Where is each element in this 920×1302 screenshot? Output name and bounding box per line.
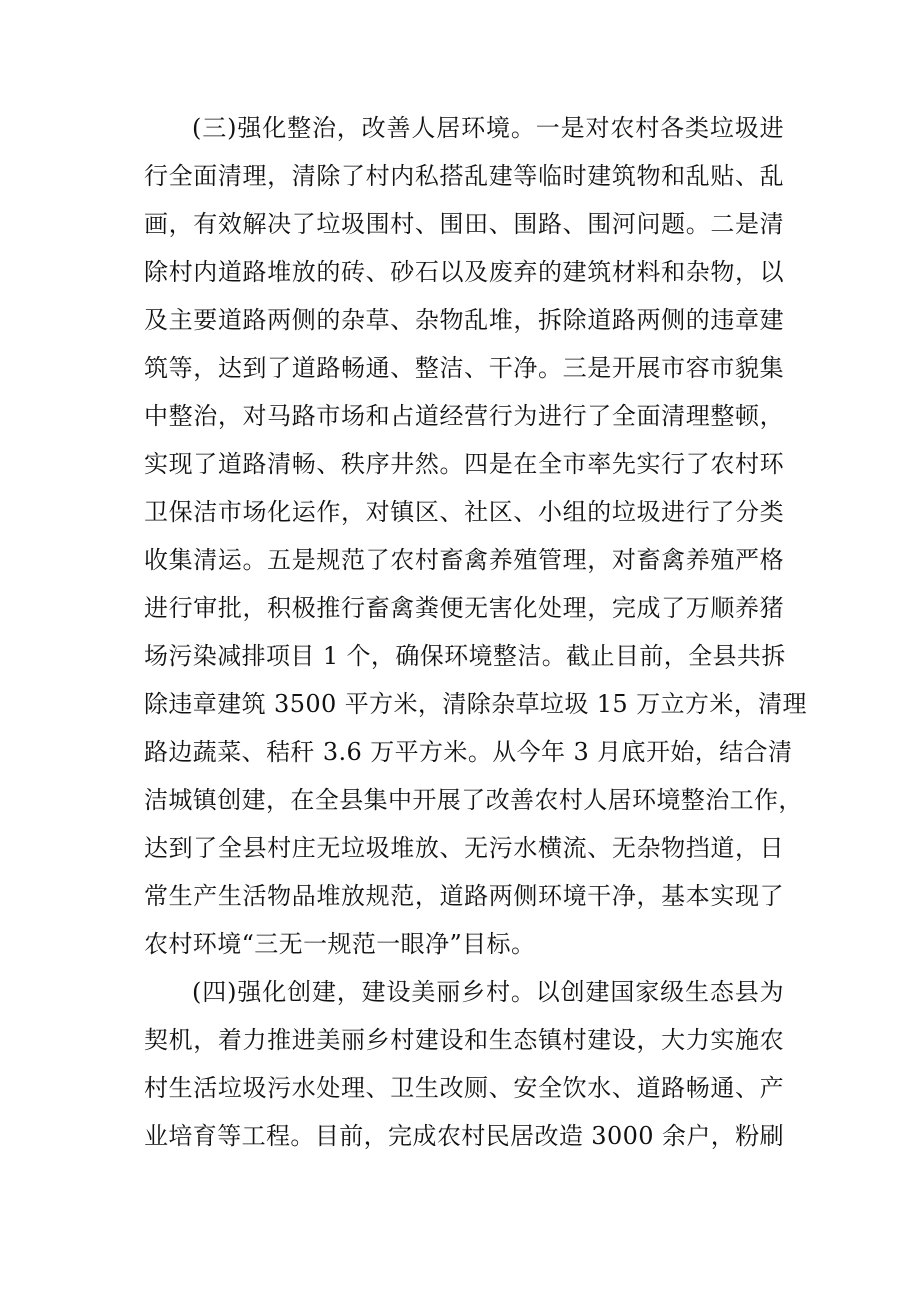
paragraph-4-line-1: (四)强化创建，建设美丽乡村。以创建国家级生态县为 (192, 978, 784, 1006)
paragraph-3-line-5: 及主要道路两侧的杂草、杂物乱堆，拆除道路两侧的违章建 (144, 306, 784, 334)
paragraph-3-line-15: 洁城镇创建，在全县集中开展了改善农村人居环境整治工作， (144, 786, 803, 814)
paragraph-3-line-9: 卫保洁市场化运作，对镇区、社区、小组的垃圾进行了分类 (144, 498, 784, 526)
paragraph-3-line-11: 进行审批，积极推行畜禽粪便无害化处理，完成了万顺养猪 (144, 594, 784, 622)
paragraph-3-line-8: 实现了道路清畅、秩序井然。四是在全市率先实行了农村环 (144, 450, 784, 478)
paragraph-4-line-3: 村生活垃圾污水处理、卫生改厕、安全饮水、道路畅通、产 (144, 1074, 784, 1102)
paragraph-4-line-2: 契机，着力推进美丽乡村建设和生态镇村建设，大力实施农 (144, 1026, 784, 1054)
paragraph-3-line-3: 画，有效解决了垃圾围村、围田、围路、围河问题。二是清 (144, 210, 784, 238)
paragraph-3-line-14: 路边蔬菜、秸秆 3.6 万平方米。从今年 3 月底开始，结合清 (144, 738, 793, 766)
paragraph-3-line-6: 筑等，达到了道路畅通、整洁、干净。三是开展市容市貌集 (144, 354, 784, 382)
paragraph-3-line-2: 行全面清理，清除了村内私搭乱建等临时建筑物和乱贴、乱 (144, 162, 784, 190)
paragraph-3-line-17: 常生产生活物品堆放规范，道路两侧环境干净，基本实现了 (144, 882, 784, 910)
paragraph-3-line-10: 收集清运。五是规范了农村畜禽养殖管理，对畜禽养殖严格 (144, 546, 784, 574)
paragraph-3-line-16: 达到了全县村庄无垃圾堆放、无污水横流、无杂物挡道，日 (144, 834, 784, 862)
paragraph-3-line-13: 除违章建筑 3500 平方米，清除杂草垃圾 15 万立方米，清理 (144, 690, 807, 718)
paragraph-3-line-1: (三)强化整治，改善人居环境。一是对农村各类垃圾进 (192, 114, 784, 142)
paragraph-3-line-12: 场污染减排项目 1 个，确保环境整洁。截止目前，全县共拆 (144, 642, 786, 670)
paragraph-3-line-7: 中整治，对马路市场和占道经营行为进行了全面清理整顿， (144, 402, 784, 430)
paragraph-3-line-4: 除村内道路堆放的砖、砂石以及废弃的建筑材料和杂物，以 (144, 258, 784, 286)
paragraph-4-line-4: 业培育等工程。目前，完成农村民居改造 3000 余户，粉刷 (144, 1122, 784, 1150)
document-body (144, 104, 807, 1160)
paragraph-3-line-18: 农村环境“三无一规范一眼净”目标。 (144, 930, 536, 958)
